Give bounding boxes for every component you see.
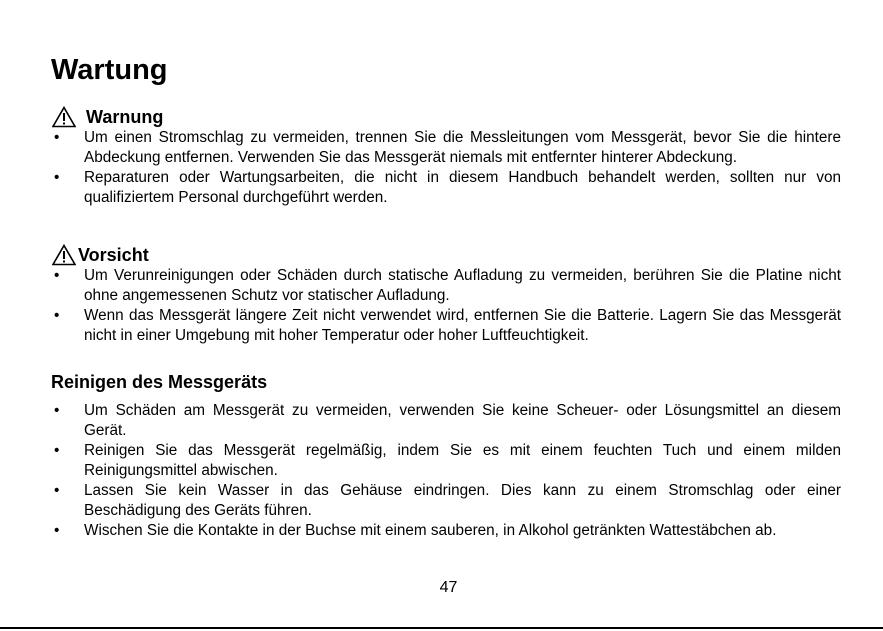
warning-triangle-icon [52,244,76,266]
list-item: • Reparaturen oder Wartungsarbeiten, die nicht in diesem Handbuch behandelt werden, sollten nur von qualifiziertem Personal durchgeführt werden. [51,168,841,208]
cleaning-section [51,371,841,541]
warning-section [51,106,841,208]
cleaning-list [51,401,841,541]
list-item: • Um Schäden am Messgerät zu vermeiden, verwenden Sie keine Scheuer- oder Lösungsmittel an diesem Gerät. [51,401,841,441]
bottom-divider [0,627,883,629]
list-item: • Wischen Sie die Kontakte in der Buchse mit einem sauberen, in Alkohol getränkten Wattestäbchen ab. [51,521,841,541]
page-number: 47 [439,579,458,596]
cleaning-heading: Reinigen des Messgeräts [51,372,268,392]
caution-section [51,244,841,346]
list-item: • Reinigen Sie das Messgerät regelmäßig, indem Sie es mit einem feuchten Tuch und einem milden Reinigungsmittel abwischen. [51,441,841,481]
list-item: • Wenn das Messgerät längere Zeit nicht verwendet wird, entfernen Sie die Batterie. Lagern Sie das Messgerät nicht in einer Umgebung mit hoher Temperatur oder hoher Luftfeuchtigkeit. [51,306,841,346]
list-item: • Um einen Stromschlag zu vermeiden, trennen Sie die Messleitungen vom Messgerät, bevor Sie die hintere Abdeckung entfernen. Verwenden Sie das Messgerät niemals mit entfernter hinterer Abdeckung. [51,128,841,168]
caution-heading [51,244,841,266]
warning-heading [51,106,841,128]
warning-triangle-icon [52,106,76,128]
warning-list [51,128,841,208]
warning-heading-text: Warnung [86,107,164,127]
list-item: • Lassen Sie kein Wasser in das Gehäuse eindringen. Dies kann zu einem Stromschlag oder einer Beschädigung des Geräts führen. [51,481,841,521]
page-title: Wartung [51,54,168,86]
caution-list [51,266,841,346]
list-item: • Um Verunreinigungen oder Schäden durch statische Aufladung zu vermeiden, berühren Sie die Platine nicht ohne angemessenen Schutz vor statischer Aufladung. [51,266,841,306]
caution-heading-text: Vorsicht [78,245,149,265]
